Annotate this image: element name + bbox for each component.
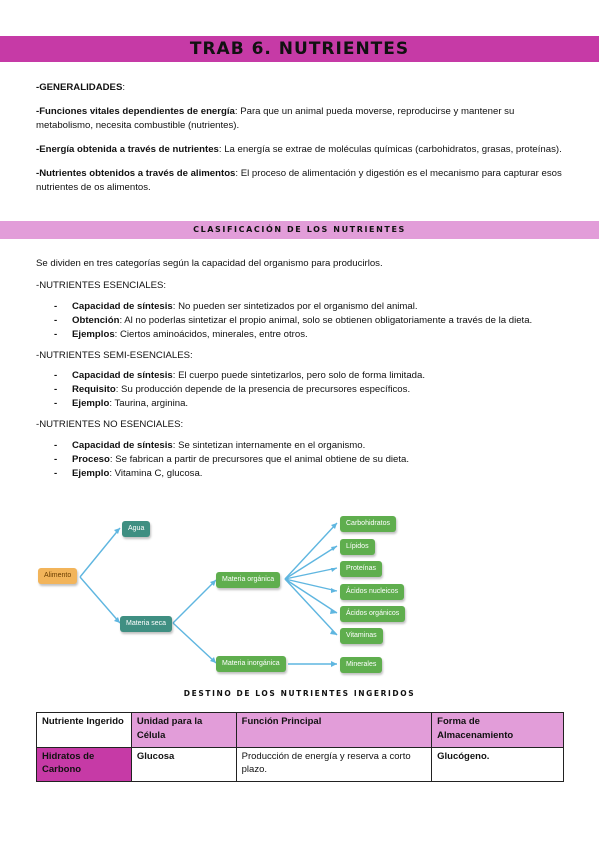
clasificacion-heading: CLASIFICACIÓN DE LOS NUTRIENTES xyxy=(193,225,406,234)
no-esenciales-heading: -NUTRIENTES NO ESENCIALES: xyxy=(36,419,184,431)
destino-heading: DESTINO DE LOS NUTRIENTES INGERIDOS xyxy=(183,689,416,698)
list-item-label: Obtención xyxy=(72,314,120,326)
connector-line xyxy=(285,579,337,591)
arrowhead xyxy=(114,528,120,534)
arrowhead xyxy=(331,661,337,667)
table-cell: Producción de energía y reserva a corto plazo. xyxy=(236,747,432,782)
table-header-cell: Unidad para la Célula xyxy=(131,713,236,748)
generalidades-item-label: -Funciones vitales dependientes de energía xyxy=(36,105,235,117)
diagram-node-proteinas: Proteínas xyxy=(340,561,382,577)
clasificacion-intro: Se dividen en tres categorías según la capacidad del organismo para producirlos. xyxy=(36,258,383,269)
semi-esenciales-list xyxy=(36,369,566,411)
diagram-node-materia-organica: Materia orgánica xyxy=(216,572,280,588)
generalidades-item xyxy=(36,143,566,157)
table-header-cell: Nutriente Ingerido xyxy=(37,713,132,748)
arrowhead xyxy=(331,568,337,572)
table-header-cell: Forma de Almacenamiento xyxy=(432,713,564,748)
generalidades-item-text: : Para que un animal pueda moverse, reproducirse y mantener su metabolismo, necesita combustible (nutrientes). xyxy=(36,105,515,131)
list-item-label: Proceso xyxy=(72,453,110,465)
list-item-text: : Su producción depende de la presencia de precursores específicos. xyxy=(115,384,411,396)
clasificacion-heading-bar xyxy=(0,221,599,239)
table-row xyxy=(37,747,564,782)
generalidades-item-text: : La energía se extrae de moléculas químicas (carbohidratos, grasas, proteínas). xyxy=(218,143,562,155)
page-title-bar xyxy=(0,36,599,62)
generalidades-section xyxy=(36,81,566,194)
diagram-node-materia-inorganica: Materia inorgánica xyxy=(216,656,286,672)
diagram-node-vitaminas: Vitaminas xyxy=(340,628,383,644)
generalidades-heading-line xyxy=(36,81,566,95)
list-item xyxy=(36,328,566,342)
page-title: TRAB 6. NUTRIENTES xyxy=(189,39,410,59)
diagram-node-minerales: Minerales xyxy=(340,657,382,673)
list-item-text: : No pueden ser sintetizados por el organismo del animal. xyxy=(172,300,418,312)
list-item-label: Capacidad de síntesis xyxy=(72,370,173,382)
list-item-text: : Al no poderlas sintetizar el propio animal, solo se obtienen obligatoriamente a través de la dieta. xyxy=(119,314,533,326)
list-item-text: : Taurina, arginina. xyxy=(109,398,189,410)
list-item-text: : El cuerpo puede sintetizarlos, pero solo de forma limitada. xyxy=(172,370,426,382)
generalidades-item-text: : El proceso de alimentación y digestión es el mecanismo para capturar esos nutrientes de os alimentos. xyxy=(36,167,562,193)
nutrient-tree-diagram xyxy=(30,510,570,685)
generalidades-heading: -GENERALIDADES xyxy=(36,82,123,93)
list-item xyxy=(36,467,566,481)
list-item-text: : Se fabrican a partir de precursores que el animal obtiene de su dieta. xyxy=(109,453,410,465)
diagram-node-alimento: Alimento xyxy=(38,568,77,584)
list-item-label: Ejemplo xyxy=(72,398,110,410)
table-cell: Glucosa xyxy=(131,747,236,782)
list-item-label: Capacidad de síntesis xyxy=(72,440,173,452)
arrowhead xyxy=(331,546,337,551)
generalidades-heading-colon: : xyxy=(122,82,126,93)
diagram-node-lipidos: Lípidos xyxy=(340,539,375,555)
connector-line xyxy=(285,579,337,635)
list-item xyxy=(36,314,566,328)
diagram-node-carbohidratos: Carbohidratos xyxy=(340,516,396,532)
list-item-text: : Ciertos aminoácidos, minerales, entre otros. xyxy=(114,328,308,340)
esenciales-list xyxy=(36,300,566,342)
diagram-node-materia-seca: Materia seca xyxy=(120,616,172,632)
diagram-node-agua: Agua xyxy=(122,521,150,537)
table-cell: Glucógeno. xyxy=(432,747,564,782)
list-item xyxy=(36,453,566,467)
list-item xyxy=(36,300,566,314)
semi-esenciales-heading: -NUTRIENTES SEMI-ESENCIALES: xyxy=(36,349,193,361)
generalidades-item xyxy=(36,167,566,195)
diagram-connectors xyxy=(30,510,570,685)
list-item-label: Capacidad de síntesis xyxy=(72,300,173,312)
list-item-label: Ejemplo xyxy=(72,467,110,479)
connector-line xyxy=(173,580,216,623)
destino-table xyxy=(36,712,564,782)
list-item xyxy=(36,397,566,411)
clasificacion-section xyxy=(36,257,566,481)
table-header-row xyxy=(37,713,564,748)
diagram-node-acidos-nucleicos: Ácidos nucleicos xyxy=(340,584,404,600)
list-item-text: : Vitamina C, glucosa. xyxy=(109,467,203,479)
connector-line xyxy=(80,528,120,577)
list-item xyxy=(36,369,566,383)
list-item xyxy=(36,383,566,397)
generalidades-item-label: -Energía obtenida a través de nutrientes xyxy=(36,143,219,155)
connector-line xyxy=(80,577,120,623)
connector-line xyxy=(173,623,216,663)
no-esenciales-list xyxy=(36,439,566,481)
list-item-label: Ejemplos xyxy=(72,328,115,340)
generalidades-item xyxy=(36,105,566,133)
diagram-node-acidos-organicos: Ácidos orgánicos xyxy=(340,606,405,622)
table-header-cell: Función Principal xyxy=(236,713,432,748)
esenciales-heading: -NUTRIENTES ESENCIALES: xyxy=(36,279,167,291)
table-cell: Hidratos de Carbono xyxy=(37,747,132,782)
list-item xyxy=(36,439,566,453)
generalidades-item-label: -Nutrientes obtenidos a través de alimentos xyxy=(36,167,236,179)
list-item-text: : Se sintetizan internamente en el organismo. xyxy=(172,440,366,452)
list-item-label: Requisito xyxy=(72,384,116,396)
